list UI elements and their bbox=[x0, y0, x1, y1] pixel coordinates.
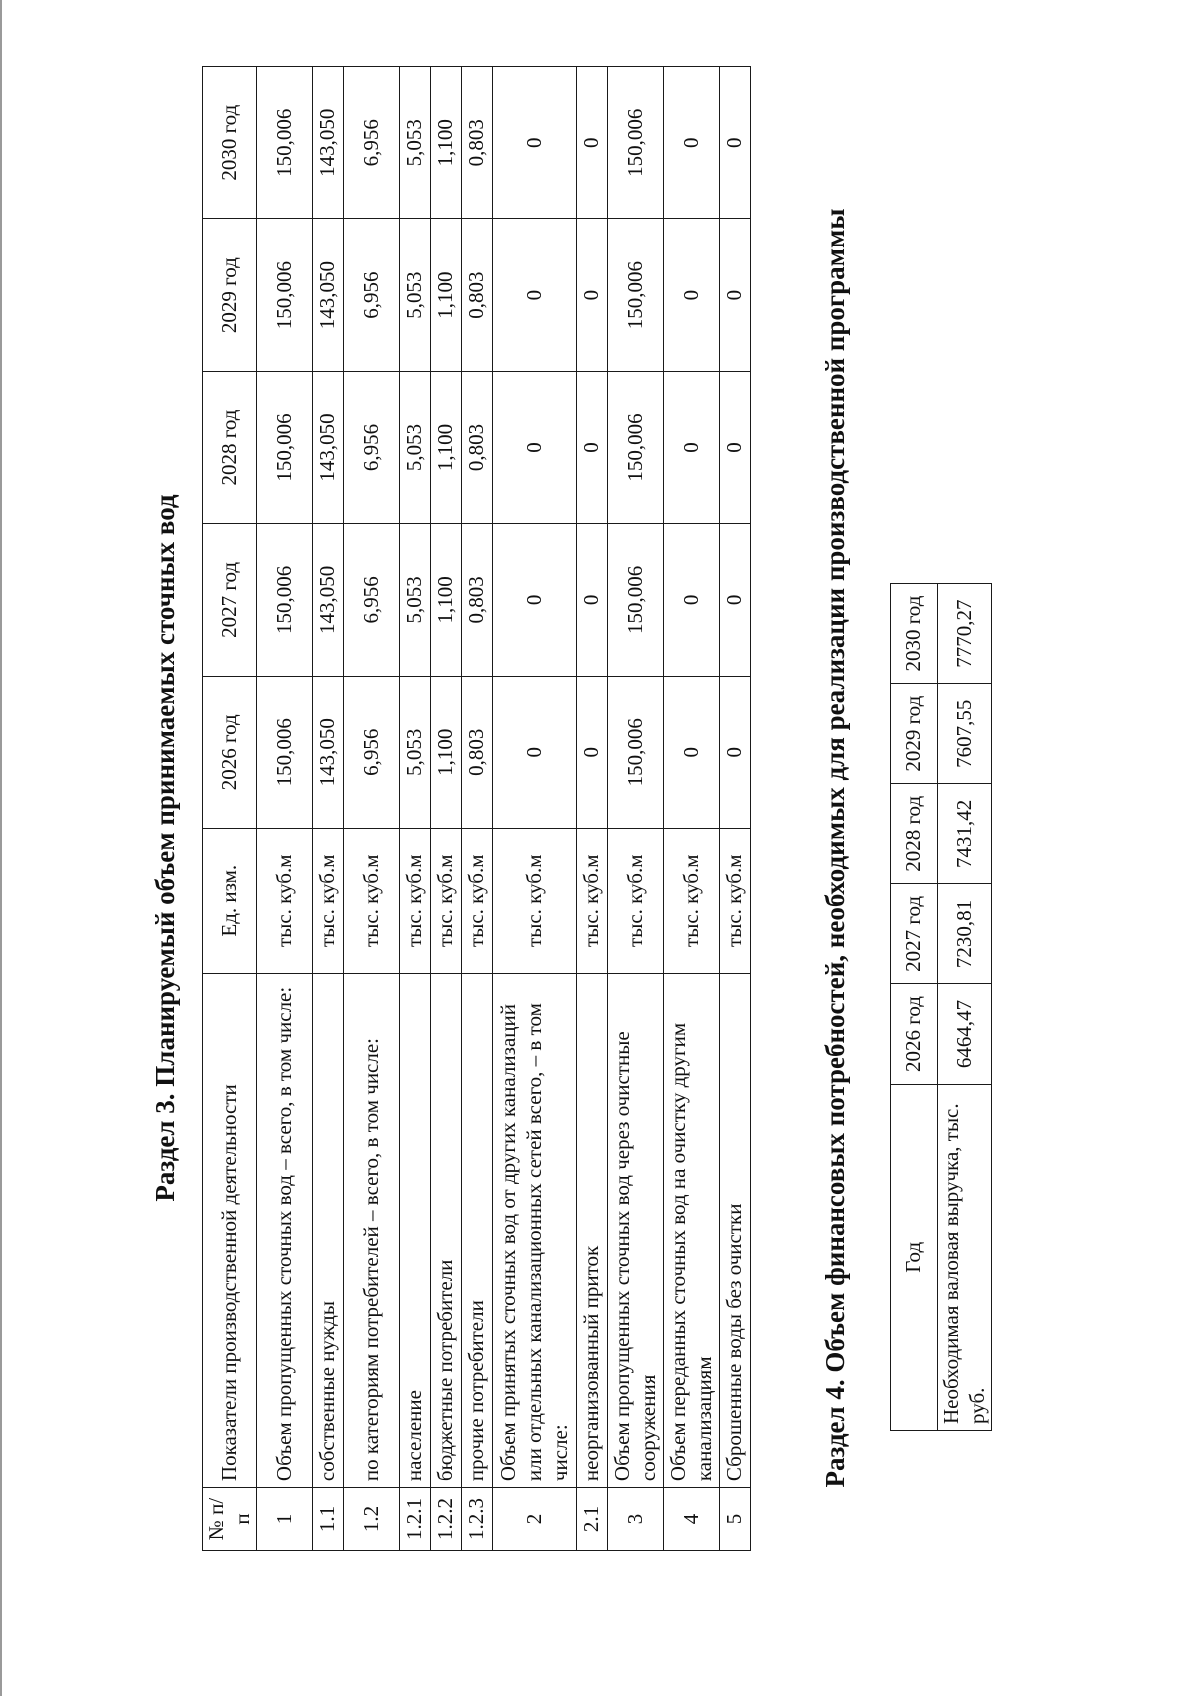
value-2027: 143,050 bbox=[313, 524, 344, 676]
value-2026: 150,006 bbox=[608, 676, 664, 828]
section-3-title bbox=[150, 0, 181, 1696]
value-2028: 6,956 bbox=[344, 371, 400, 523]
value-2026: 0 bbox=[493, 676, 577, 828]
value-2028: 0 bbox=[664, 371, 720, 523]
header-number: № п/п bbox=[203, 1488, 257, 1551]
value-2026: 143,050 bbox=[313, 676, 344, 828]
row-indicator: Необходимая валовая выручка, тыс. руб. bbox=[938, 1084, 992, 1430]
table-row bbox=[720, 67, 751, 1551]
value-2030: 0,803 bbox=[462, 67, 493, 219]
value-2027: 0 bbox=[493, 524, 577, 676]
value-2026: 6464,47 bbox=[938, 984, 992, 1084]
section-3-title-text: Планируемый объем принимаемых сточных вод bbox=[150, 494, 180, 1094]
row-number: 4 bbox=[664, 1488, 720, 1551]
table-header-row bbox=[891, 584, 938, 1431]
value-2027: 7230,81 bbox=[938, 884, 992, 984]
row-indicator: прочие потребители bbox=[462, 973, 493, 1488]
row-unit: тыс. куб.м bbox=[608, 828, 664, 973]
value-2028: 5,053 bbox=[400, 371, 431, 523]
header-year-2029: 2029 год bbox=[203, 219, 257, 371]
value-2030: 1,100 bbox=[431, 67, 462, 219]
value-2026: 0 bbox=[720, 676, 751, 828]
table-row bbox=[313, 67, 344, 1551]
value-2030: 0 bbox=[577, 67, 608, 219]
row-number: 3 bbox=[608, 1488, 664, 1551]
row-indicator: Объем пропущенных сточных вод – всего, в том числе: bbox=[257, 973, 313, 1488]
value-2029: 6,956 bbox=[344, 219, 400, 371]
financial-needs-table bbox=[890, 583, 992, 1431]
row-indicator: Объем переданных сточных вод на очистку другим канализациям bbox=[664, 973, 720, 1488]
value-2026: 150,006 bbox=[257, 676, 313, 828]
value-2028: 150,006 bbox=[257, 371, 313, 523]
row-unit: тыс. куб.м bbox=[313, 828, 344, 973]
value-2029: 0 bbox=[577, 219, 608, 371]
section-4-title bbox=[820, 0, 851, 1696]
value-2029: 0 bbox=[664, 219, 720, 371]
row-unit: тыс. куб.м bbox=[344, 828, 400, 973]
value-2028: 0,803 bbox=[462, 371, 493, 523]
row-unit: тыс. куб.м bbox=[431, 828, 462, 973]
header-year-2028: 2028 год bbox=[203, 371, 257, 523]
row-indicator: Объем принятых сточных вод от других канализаций или отдельных канализационных сетей всего, – в том числе: bbox=[493, 973, 577, 1488]
row-number: 1 bbox=[257, 1488, 313, 1551]
section-4-title-bold: Раздел 4. bbox=[820, 1379, 850, 1488]
value-2029: 7607,55 bbox=[938, 684, 992, 784]
header-year-2030: 2030 год bbox=[203, 67, 257, 219]
header-year-2027: 2027 год bbox=[203, 524, 257, 676]
row-indicator: неорганизованный приток bbox=[577, 973, 608, 1488]
value-2030: 6,956 bbox=[344, 67, 400, 219]
header-year-2027: 2027 год bbox=[891, 884, 938, 984]
table-row bbox=[577, 67, 608, 1551]
row-unit: тыс. куб.м bbox=[577, 828, 608, 973]
table-row bbox=[431, 67, 462, 1551]
value-2030: 150,006 bbox=[257, 67, 313, 219]
value-2028: 0 bbox=[577, 371, 608, 523]
section-3-title-bold: Раздел 3. bbox=[150, 1093, 180, 1202]
header-year-2028: 2028 год bbox=[891, 784, 938, 884]
value-2026: 0,803 bbox=[462, 676, 493, 828]
value-2029: 0,803 bbox=[462, 219, 493, 371]
value-2030: 143,050 bbox=[313, 67, 344, 219]
row-indicator: Объем пропущенных сточных вод через очистные сооружения bbox=[608, 973, 664, 1488]
value-2028: 0 bbox=[720, 371, 751, 523]
row-number: 2 bbox=[493, 1488, 577, 1551]
value-2026: 0 bbox=[577, 676, 608, 828]
header-year: Год bbox=[891, 1084, 938, 1430]
value-2029: 1,100 bbox=[431, 219, 462, 371]
value-2029: 143,050 bbox=[313, 219, 344, 371]
wastewater-volume-table bbox=[202, 66, 751, 1551]
value-2027: 150,006 bbox=[608, 524, 664, 676]
value-2030: 150,006 bbox=[608, 67, 664, 219]
row-indicator: по категориям потребителей – всего, в том числе: bbox=[344, 973, 400, 1488]
value-2030: 7770,27 bbox=[938, 584, 992, 684]
value-2026: 5,053 bbox=[400, 676, 431, 828]
value-2030: 5,053 bbox=[400, 67, 431, 219]
value-2027: 0 bbox=[577, 524, 608, 676]
table-row bbox=[257, 67, 313, 1551]
value-2027: 0,803 bbox=[462, 524, 493, 676]
value-2027: 6,956 bbox=[344, 524, 400, 676]
value-2028: 1,100 bbox=[431, 371, 462, 523]
row-number: 1.1 bbox=[313, 1488, 344, 1551]
row-number: 5 bbox=[720, 1488, 751, 1551]
row-number: 2.1 bbox=[577, 1488, 608, 1551]
row-indicator: собственные нужды bbox=[313, 973, 344, 1488]
value-2026: 0 bbox=[664, 676, 720, 828]
value-2029: 5,053 bbox=[400, 219, 431, 371]
value-2029: 150,006 bbox=[257, 219, 313, 371]
row-indicator: население bbox=[400, 973, 431, 1488]
section-4-title-text: Объем финансовых потребностей, необходимых для реализации производственной программы bbox=[820, 208, 850, 1380]
value-2027: 0 bbox=[720, 524, 751, 676]
header-year-2030: 2030 год bbox=[891, 584, 938, 684]
value-2027: 150,006 bbox=[257, 524, 313, 676]
table-row bbox=[344, 67, 400, 1551]
value-2029: 0 bbox=[493, 219, 577, 371]
header-year-2026: 2026 год bbox=[891, 984, 938, 1084]
value-2030: 0 bbox=[664, 67, 720, 219]
row-number: 1.2.3 bbox=[462, 1488, 493, 1551]
value-2028: 7431,42 bbox=[938, 784, 992, 884]
row-unit: тыс. куб.м bbox=[493, 828, 577, 973]
value-2027: 0 bbox=[664, 524, 720, 676]
table-row bbox=[462, 67, 493, 1551]
table-row bbox=[400, 67, 431, 1551]
row-unit: тыс. куб.м bbox=[664, 828, 720, 973]
row-indicator: Сброшенные воды без очистки bbox=[720, 973, 751, 1488]
table-row bbox=[938, 584, 992, 1431]
table-row bbox=[493, 67, 577, 1551]
row-number: 1.2 bbox=[344, 1488, 400, 1551]
header-year-2029: 2029 год bbox=[891, 684, 938, 784]
value-2026: 1,100 bbox=[431, 676, 462, 828]
value-2030: 0 bbox=[720, 67, 751, 219]
value-2027: 5,053 bbox=[400, 524, 431, 676]
value-2028: 143,050 bbox=[313, 371, 344, 523]
row-number: 1.2.1 bbox=[400, 1488, 431, 1551]
table-row bbox=[664, 67, 720, 1551]
table-header-row bbox=[203, 67, 257, 1551]
row-unit: тыс. куб.м bbox=[462, 828, 493, 973]
row-unit: тыс. куб.м bbox=[400, 828, 431, 973]
table-row bbox=[608, 67, 664, 1551]
row-unit: тыс. куб.м bbox=[720, 828, 751, 973]
header-unit: Ед. изм. bbox=[203, 828, 257, 973]
value-2028: 0 bbox=[493, 371, 577, 523]
header-year-2026: 2026 год bbox=[203, 676, 257, 828]
value-2029: 150,006 bbox=[608, 219, 664, 371]
row-number: 1.2.2 bbox=[431, 1488, 462, 1551]
value-2026: 6,956 bbox=[344, 676, 400, 828]
value-2027: 1,100 bbox=[431, 524, 462, 676]
value-2029: 0 bbox=[720, 219, 751, 371]
value-2030: 0 bbox=[493, 67, 577, 219]
row-unit: тыс. куб.м bbox=[257, 828, 313, 973]
header-indicator: Показатели производственной деятельности bbox=[203, 973, 257, 1488]
value-2028: 150,006 bbox=[608, 371, 664, 523]
row-indicator: бюджетные потребители bbox=[431, 973, 462, 1488]
